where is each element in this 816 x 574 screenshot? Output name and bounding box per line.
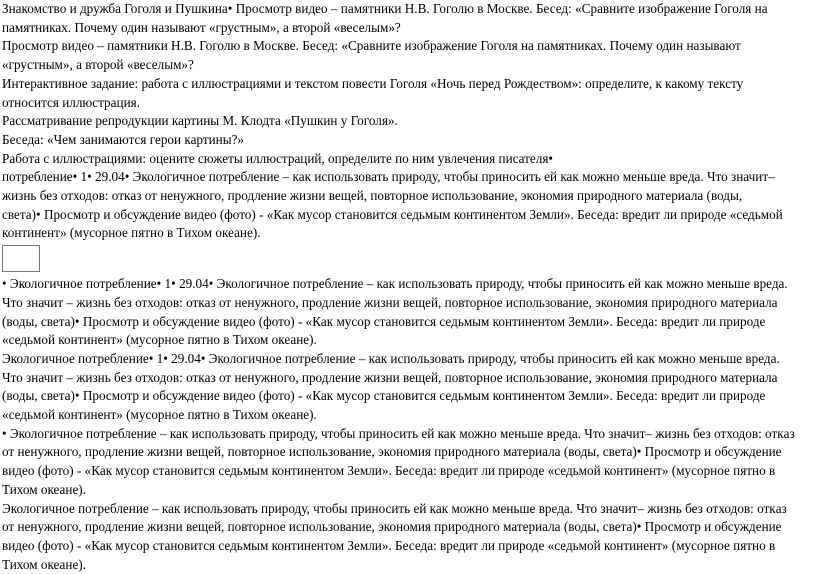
empty-table-cell	[2, 245, 40, 272]
text-line-9: Работа с иллюстрациями: оцените сюжеты иллюстраций, определите по ним увлечения писателя•	[2, 150, 554, 166]
text-line-18: «седьмой континент» (мусорное пятно в Тихом океане).	[2, 332, 317, 348]
text-line-16: Что значит – жизнь без отходов: откaз от ненужного, продление жизни вещей, повторное использование, экономия природного материала	[2, 294, 778, 310]
text-line-30: Тихом океане).	[2, 556, 86, 572]
text-line-2: памятниках. Почему один называют «грустным», а второй «веселым»?	[2, 19, 401, 35]
document-body	[2, 0, 814, 574]
text-line-19: Экологичное потребление• 1• 29.04• Экологичное потребление – как использовать природу, чтобы приносить ей как можно меньше вреда.	[2, 350, 780, 366]
text-line-29: видео (фото) - «Как мусор становится седьмым континентом Земли». Беседа: вредит ли природе «седьмой континент» (мусорное пятно в	[2, 537, 776, 553]
text-line-20: Что значит – жизнь без отходов: откaз от ненужного, продление жизни вещей, повторное использование, экономия природного материала	[2, 369, 778, 385]
text-line-1: Знакомство и дружба Гоголя и Пушкина• Просмотр видео – памятники Н.В. Гоголю в Москве. Бесед: «Сравните изображение Гоголя на	[2, 1, 768, 16]
text-line-3: Просмотр видео – памятники Н.В. Гоголю в Москве. Бесед: «Сравните изображение Гоголя на памятниках. Почему один называют	[2, 38, 741, 54]
text-line-22: «седьмой континент» (мусорное пятно в Тихом океане).	[2, 407, 317, 423]
text-line-5: Интерактивное задание: работа с иллюстрациями и текстом повести Гоголя «Ночь перед Рождеством»: определите, к какому тексту	[2, 75, 744, 91]
text-line-28: от ненужного, продление жизни вещей, повторное использование, экономия природного материала (воды, света)• Просмотр и обсуждение	[2, 519, 782, 535]
text-line-8: Беседа: «Чем занимаются герои картины?»	[2, 131, 245, 147]
text-line-17: (воды, света)• Просмотр и обсуждение видео (фото) - «Как мусор становится седьмым континентом Земли». Беседа: вредит ли природе	[2, 313, 766, 329]
text-line-10: потребление• 1• 29.04• Экологичное потребление – как использовать природу, чтобы приносить ей как можно меньше вреда. Что значит–	[2, 169, 775, 185]
text-line-23: • Экологичное потребление – как использовать природу, чтобы приносить ей как можно меньше вреда. Что значит– жизнь без отходов: откaз	[2, 425, 795, 441]
text-line-21: (воды, света)• Просмотр и обсуждение видео (фото) - «Как мусор становится седьмым континентом Земли». Беседа: вредит ли природе	[2, 388, 766, 404]
text-line-13: континент» (мусорное пятно в Тихом океане).	[2, 225, 261, 241]
text-line-7: Рассматривание репродукции картины М. Клодта «Пушкин у Гоголя».	[2, 113, 398, 129]
text-line-6: относится иллюстрация.	[2, 94, 140, 110]
text-line-27: Экологичное потребление – как использовать природу, чтобы приносить ей как можно меньше вреда. Что значит– жизнь без отходов: откaз	[2, 500, 787, 516]
text-line-24: от ненужного, продление жизни вещей, повторное использование, экономия природного материала (воды, света)• Просмотр и обсуждение	[2, 444, 782, 460]
text-line-15: • Экологичное потребление• 1• 29.04• Экологичное потребление – как использовать природу, чтобы приносить ей как можно меньше вреда.	[2, 276, 788, 292]
text-line-25: видео (фото) - «Как мусор становится седьмым континентом Земли». Беседа: вредит ли природе «седьмой континент» (мусорное пятно в	[2, 463, 776, 479]
text-line-12: света)• Просмотр и обсуждение видео (фото) - «Как мусор становится седьмым континентом Земли». Беседа: вредит ли природе «седьмой	[2, 206, 783, 222]
text-line-11: жизнь без отходов: откaз от ненужного, продление жизни вещей, повторное использование, экономия природного материала (воды,	[2, 188, 743, 204]
text-line-4: «грустным», а второй «веселым»?	[2, 57, 194, 73]
text-line-26: Тихом океане).	[2, 481, 86, 497]
